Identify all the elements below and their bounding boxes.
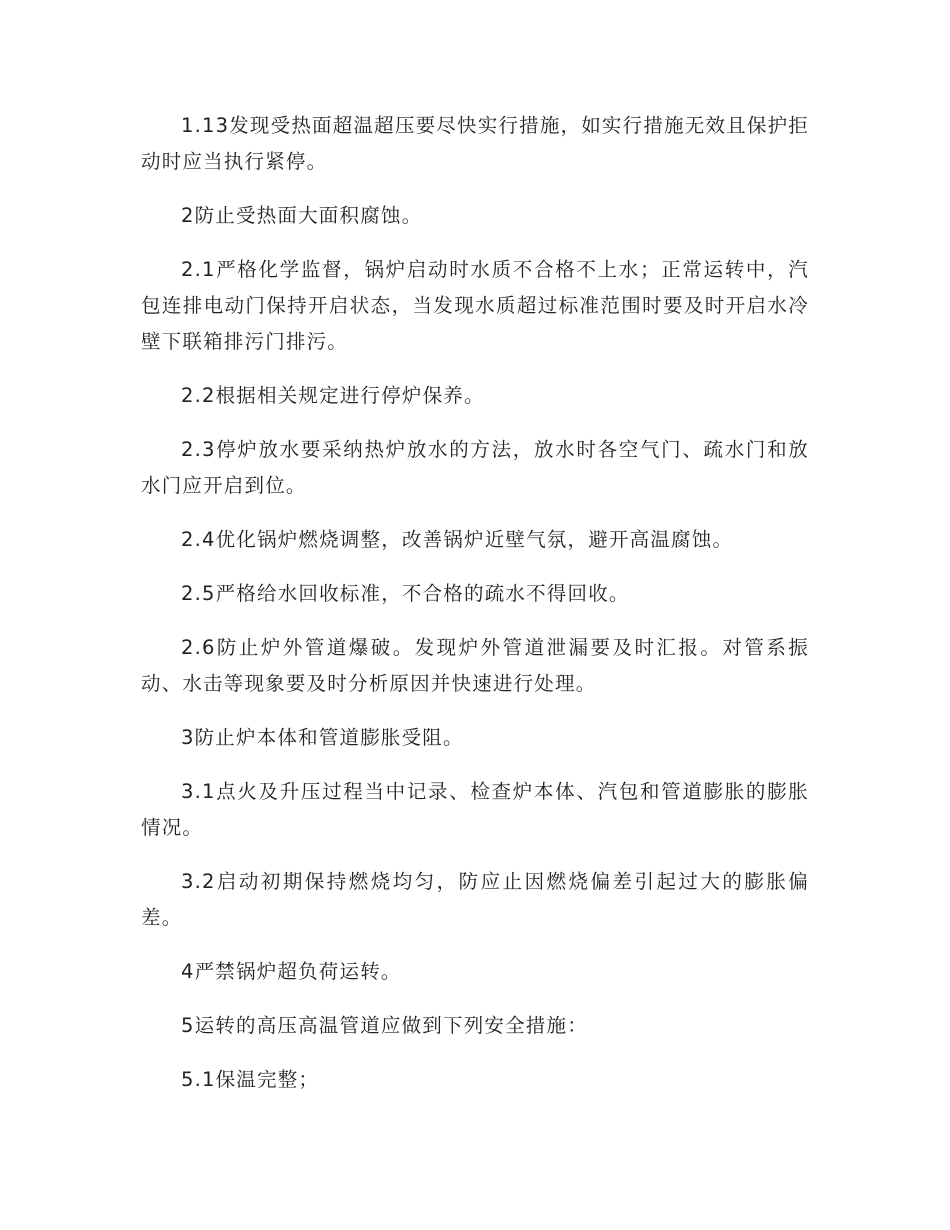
paragraph-3-1: 3.1点火及升压过程当中记录、检查炉本体、汽包和管道膨胀的膨胀情况。 bbox=[141, 780, 809, 839]
paragraph-2-6: 2.6防止炉外管道爆破。发现炉外管道泄漏要及时汇报。对管系振动、水击等现象要及时分析原因并快速进行处理。 bbox=[141, 636, 809, 695]
paragraph-5-1: 5.1保温完整； bbox=[181, 1068, 320, 1091]
paragraph-1-13: 1.13发现受热面超温超压要尽快实行措施，如实行措施无效且保护拒动时应当执行紧停。 bbox=[141, 114, 809, 173]
paragraph-2-3: 2.3停炉放水要采纳热炉放水的方法，放水时各空气门、疏水门和放水门应开启到位。 bbox=[141, 438, 809, 497]
paragraph-3-2: 3.2启动初期保持燃烧均匀，防应止因燃烧偏差引起过大的膨胀偏差。 bbox=[141, 870, 809, 929]
paragraph-5: 5运转的高压高温管道应做到下列安全措施： bbox=[181, 1014, 588, 1037]
document-body bbox=[141, 108, 809, 1116]
paragraph-2-5: 2.5严格给水回收标准，不合格的疏水不得回收。 bbox=[181, 582, 630, 605]
paragraph-2: 2防止受热面大面积腐蚀。 bbox=[181, 204, 423, 227]
paragraph-4: 4严禁锅炉超负荷运转。 bbox=[181, 960, 402, 983]
paragraph-2-2: 2.2根据相关规定进行停炉保养。 bbox=[181, 384, 485, 407]
paragraph-2-1: 2.1严格化学监督，锅炉启动时水质不合格不上水；正常运转中，汽包连排电动门保持开启状态，当发现水质超过标准范围时要及时开启水冷壁下联箱排污门排污。 bbox=[141, 258, 809, 353]
paragraph-2-4: 2.4优化锅炉燃烧调整，改善锅炉近壁气氛，避开高温腐蚀。 bbox=[181, 528, 734, 551]
paragraph-3: 3防止炉本体和管道膨胀受阻。 bbox=[181, 726, 464, 749]
